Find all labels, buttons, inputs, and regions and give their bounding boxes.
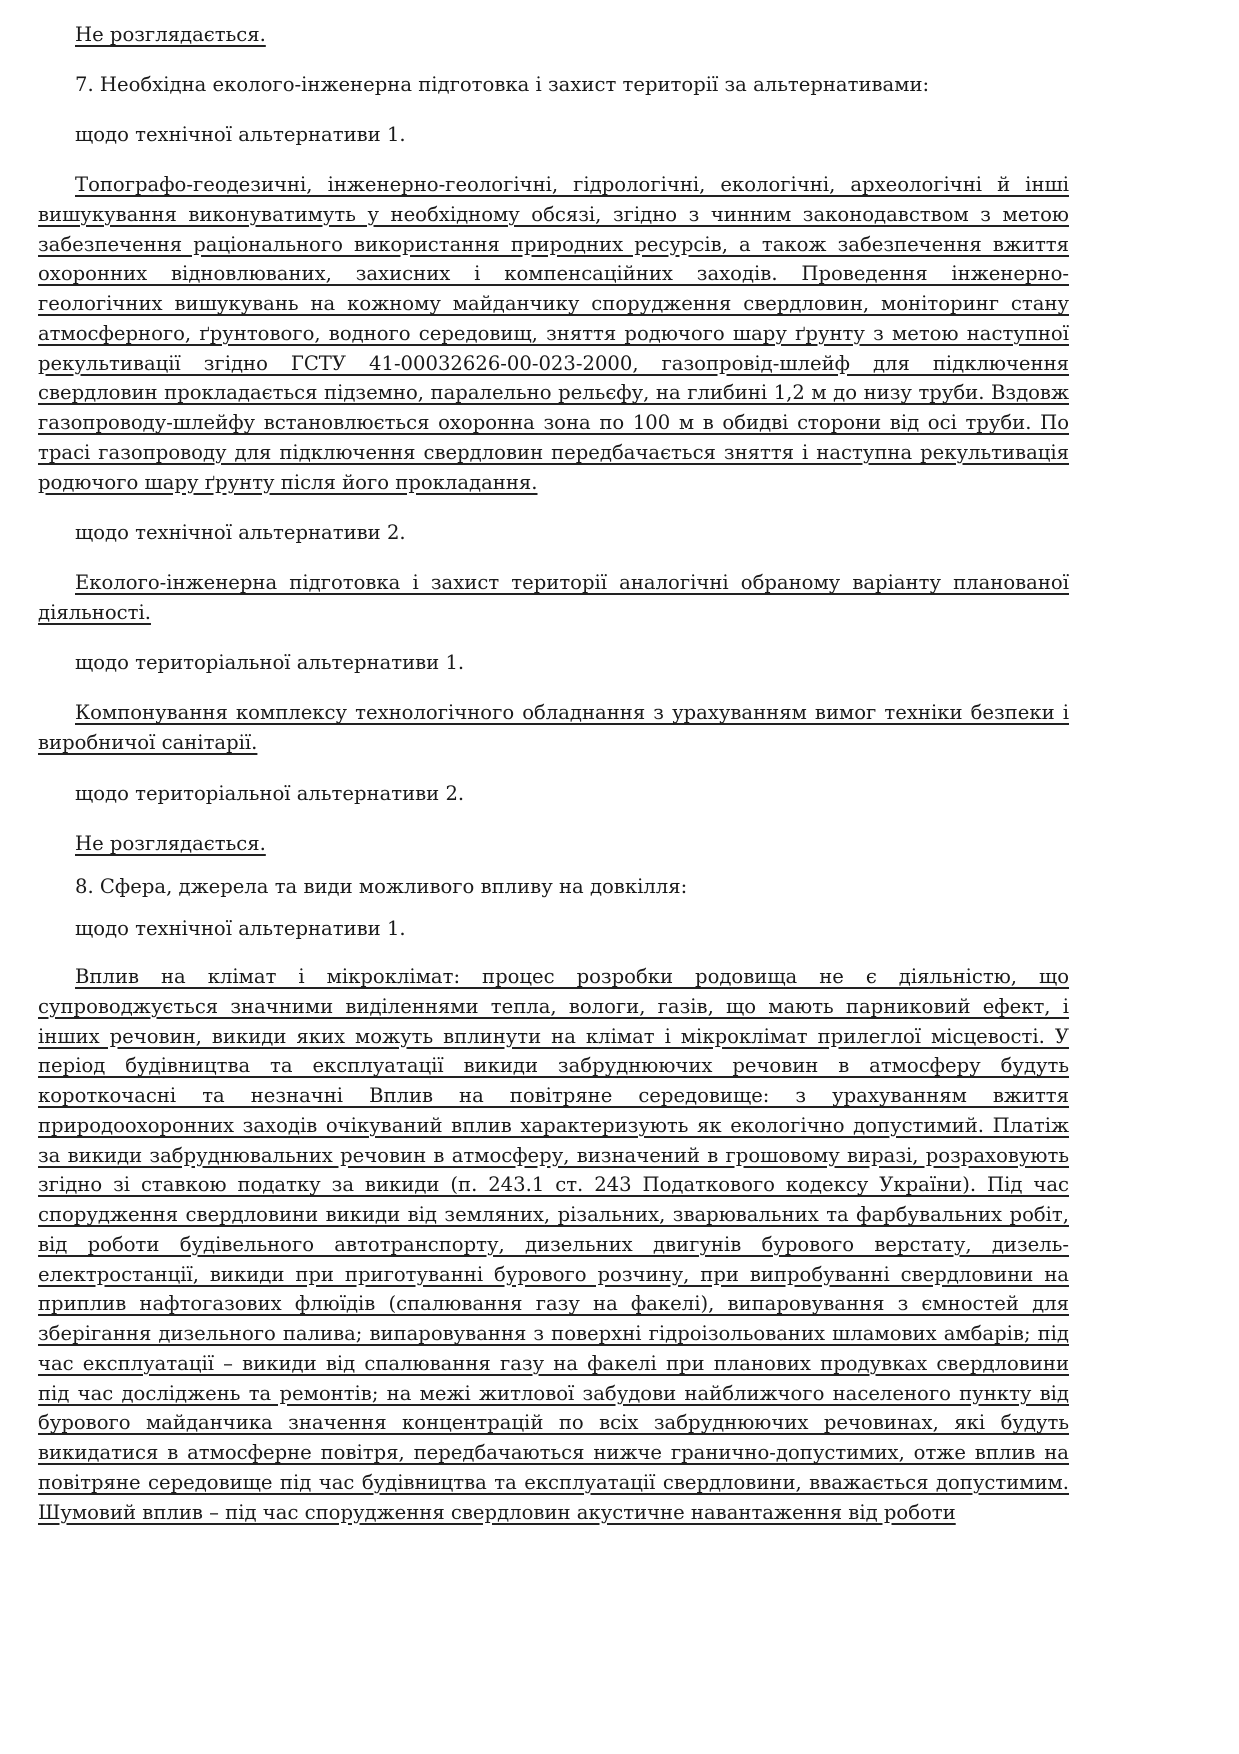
paragraph-engineering-surveys [38,170,1069,497]
paragraph-not-considered-1 [38,20,1069,50]
technical-alternative-1-label-2: щодо технічної альтернативи 1. [75,917,406,940]
section-8-heading: 8. Сфера, джерела та види можливого впливу на довкілля: [75,875,688,898]
paragraph-not-considered-2 [38,829,1069,859]
underlined-text: Компонування комплексу технологічного обладнання з урахуванням вимог техніки безпеки і виробничої санітарії. [38,701,1069,754]
paragraph-engineering-preparation [38,568,1069,628]
underlined-text: Не розглядається. [75,832,266,855]
territorial-alternative-2-label: щодо територіальної альтернативи 2. [75,782,465,805]
technical-alternative-2-label: щодо технічної альтернативи 2. [75,521,406,544]
paragraph-climate-impact [38,962,1069,1527]
underlined-text: Не розглядається. [75,23,266,46]
underlined-text: Вплив на клімат і мікроклімат: процес розробки родовища не є діяльністю, що супроводжується значними виділеннями тепла, вологи, газів, що мають парниковий ефект, і інших речовин, викиди яких можуть вплинути на клімат і мікроклімат прилеглої місцевості. У період будівництва та експлуатації викиди забруднюючих речовин в атмосферу будуть короткочасні та незначні Вплив на повітряне середовище: з урахуванням вжиття природоохоронних заходів очікуваний вплив характеризують як екологічно допустимий. Платіж за викиди забруднювальних речовин в атмосферу, визначений в грошовому виразі, розраховують згідно зі ставкою податку за викиди (п. 243.1 ст. 243 Податкового кодексу України). Під час спорудження свердловини викиди від земляних, різальних, зварювальних та фарбувальних робіт, від роботи будівельного автотранспорту, дизельних двигунів бурового верстату, дизель-електростанції, викиди при приготуванні бурового розчину, при випробуванні свердловини на приплив нафтогазових флюїдів (спалювання газу на факелі), випаровування з ємностей для зберігання дизельного палива; випаровування з поверхні гідроізольованих шламових амбарів; під час експлуатації – викиди від спалювання газу на факелі при планових продувках свердловини під час досліджень та ремонтів; на межі житлової забудови найближчого населеного пункту від бурового майданчика значення концентрацій по всіх забруднюючих речовинах, які будуть викидатися в атмосферне повітря, передбачаються нижче гранично-допустимих, отже вплив на повітряне середовище під час будівництва та експлуатації свердловини, вважається допустимим. Шумовий вплив – під час спорудження свердловин акустичне навантаження від роботи [38,965,1069,1524]
underlined-text: Топографо-геодезичні, інженерно-геологічні, гідрологічні, екологічні, археологічні й інші вишукування виконуватимуть у необхідному обсязі, згідно з чинним законодавством з метою забезпечення раціонального використання природних ресурсів, а також забезпечення вжиття охоронних відновлюваних, захисних і компенсаційних заходів. Проведення інженерно-геологічних вишукувань на кожному майданчику спорудження свердловин, моніторинг стану атмосферного, ґрунтового, водного середовищ, зняття родючого шару ґрунту з метою наступної рекультивації згідно ГСТУ 41-00032626-00-023-2000, газопровід-шлейф для підключення свердловин прокладається підземно, паралельно рельєфу, на глибині 1,2 м до низу труби. Вздовж газопроводу-шлейфу встановлюється охоронна зона по 100 м в обидві сторони від осі труби. По трасі газопроводу для підключення свердловин передбачається зняття і наступна рекультивація родючого шару ґрунту після його прокладання. [38,173,1069,494]
underlined-text: Еколого-інженерна підготовка і захист території аналогічні обраному варіанту планованої діяльності. [38,571,1069,624]
paragraph-equipment-layout [38,698,1069,758]
section-7-heading: 7. Необхідна еколого-інженерна підготовка і захист території за альтернативами: [75,73,930,96]
technical-alternative-1-label: щодо технічної альтернативи 1. [75,123,406,146]
territorial-alternative-1-label: щодо територіальної альтернативи 1. [75,651,465,674]
